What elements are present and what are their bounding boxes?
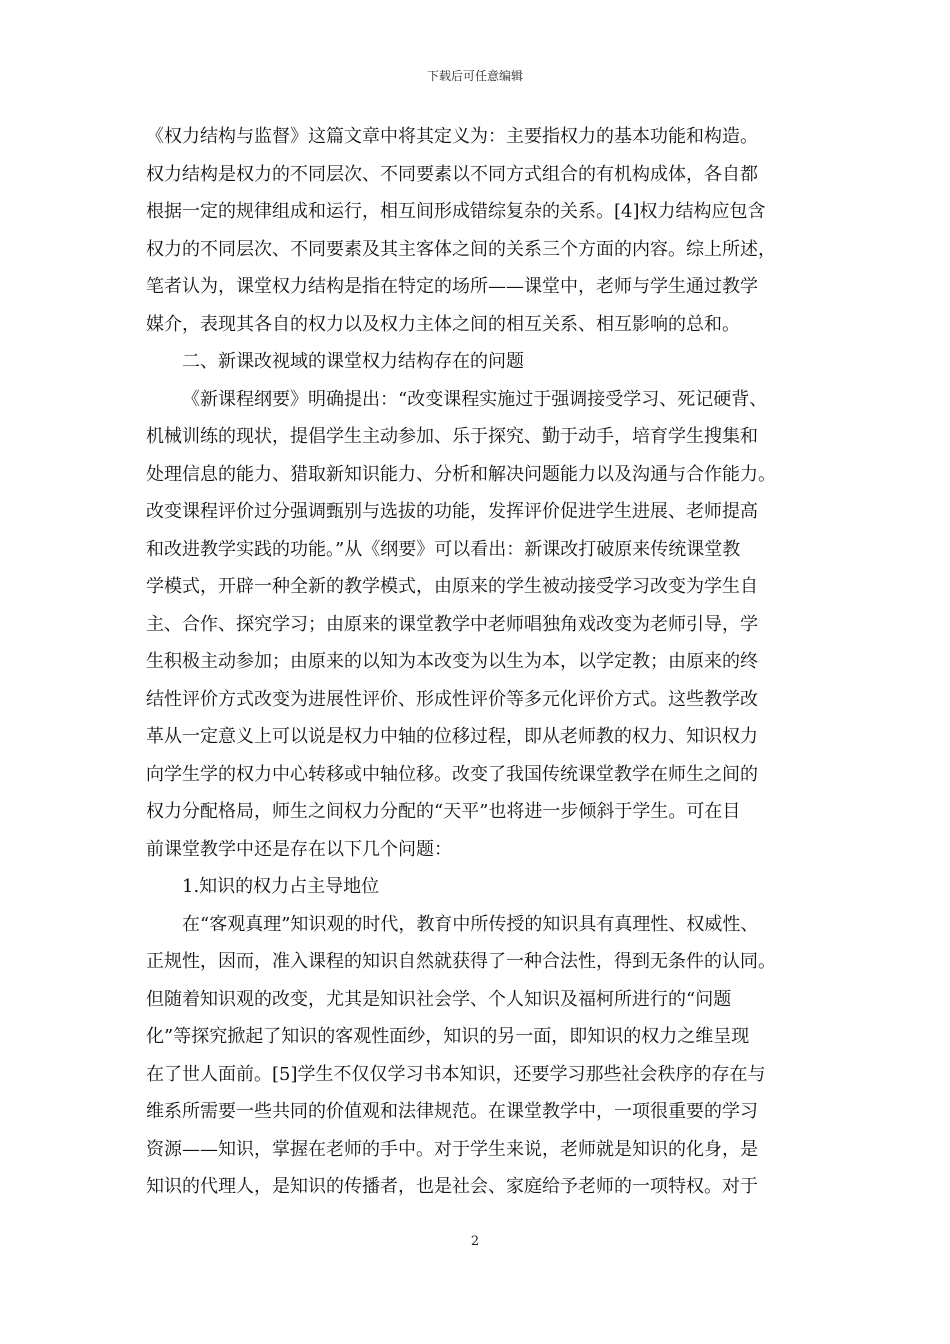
text-line: 权力分配格局，师生之间权力分配的“天平”也将进一步倾斜于学生。可在目 bbox=[146, 801, 741, 822]
text-line: 主、合作、探究学习；由原来的课堂教学中老师唱独角戏改变为老师引导，学 bbox=[146, 613, 758, 635]
text-line: 《权力结构与监督》这篇文章中将其定义为：主要指权力的基本功能和构造。 bbox=[146, 126, 758, 147]
text-line: 革从一定意义上可以说是权力中轴的位移过程，即从老师教的权力、知识权力 bbox=[146, 726, 758, 747]
text-line: 资源——知识，掌握在老师的手中。对于学生来说，老师就是知识的化身，是 bbox=[146, 1138, 758, 1160]
text-line: 前课堂教学中还是存在以下几个问题： bbox=[146, 838, 452, 860]
text-line: 权力结构是权力的不同层次、不同要素以不同方式组合的有机构成体，各自都 bbox=[146, 163, 758, 185]
document-body bbox=[146, 118, 818, 1206]
text-line: 知识的代理人，是知识的传播者，也是社会、家庭给予老师的一项特权。对于 bbox=[146, 1176, 758, 1197]
page-number: 2 bbox=[470, 1234, 480, 1249]
text-line: 媒介，表现其各自的权力以及权力主体之间的相互关系、相互影响的总和。 bbox=[146, 313, 740, 335]
page-header: 下载后可任意编辑 bbox=[426, 69, 523, 83]
text-line: 正规性，因而，准入课程的知识自然就获得了一种合法性，得到无条件的认同。 bbox=[146, 951, 776, 972]
text-line: 权力的不同层次、不同要素及其主客体之间的关系三个方面的内容。综上所述， bbox=[146, 238, 776, 260]
text-line: 处理信息的能力、猎取新知识能力、分析和解决问题能力以及沟通与合作能力。 bbox=[146, 463, 776, 485]
text-line: 根据一定的规律组成和运行，相互间形成错综复杂的关系。[4]权力结构应包含 bbox=[146, 201, 766, 222]
text-line: 维系所需要一些共同的价值观和法律规范。在课堂教学中，一项很重要的学习 bbox=[146, 1101, 758, 1122]
text-line: 改变课程评价过分强调甄别与选拔的功能，发挥评价促进学生进展、老师提高 bbox=[146, 501, 758, 522]
text-line: 1.知识的权力占主导地位 bbox=[182, 876, 380, 897]
text-line: 机械训练的现状，提倡学生主动参加、乐于探究、勤于动手，培育学生搜集和 bbox=[146, 426, 758, 447]
text-line: 二、新课改视域的课堂权力结构存在的问题 bbox=[182, 351, 524, 372]
text-line: 在“客观真理”知识观的时代，教育中所传授的知识具有真理性、权威性、 bbox=[182, 913, 759, 935]
text-line: 生积极主动参加；由原来的以知为本改变为以生为本，以学定教；由原来的终 bbox=[146, 651, 758, 672]
text-line: 向学生学的权力中心转移或中轴位移。改变了我国传统课堂教学在师生之间的 bbox=[146, 763, 758, 785]
text-line: 在了世人面前。[5]学生不仅仅学习书本知识，还要学习那些社会秩序的存在与 bbox=[146, 1063, 766, 1085]
text-line: 但随着知识观的改变，尤其是知识社会学、个人知识及福柯所进行的“问题 bbox=[146, 988, 732, 1010]
text-line: 化”等探究掀起了知识的客观性面纱，知识的另一面，即知识的权力之维呈现 bbox=[146, 1026, 750, 1047]
text-line: 《新课程纲要》明确提出：“改变课程实施过于强调接受学习、死记硬背、 bbox=[182, 388, 768, 410]
text-line: 笔者认为，课堂权力结构是指在特定的场所——课堂中，老师与学生通过教学 bbox=[146, 276, 758, 297]
text-line: 学模式，开辟一种全新的教学模式，由原来的学生被动接受学习改变为学生自 bbox=[146, 576, 758, 597]
text-line: 结性评价方式改变为进展性评价、形成性评价等多元化评价方式。这些教学改 bbox=[146, 688, 758, 710]
text-line: 和改进教学实践的功能。”从《纲要》可以看出：新课改打破原来传统课堂教 bbox=[146, 538, 741, 560]
